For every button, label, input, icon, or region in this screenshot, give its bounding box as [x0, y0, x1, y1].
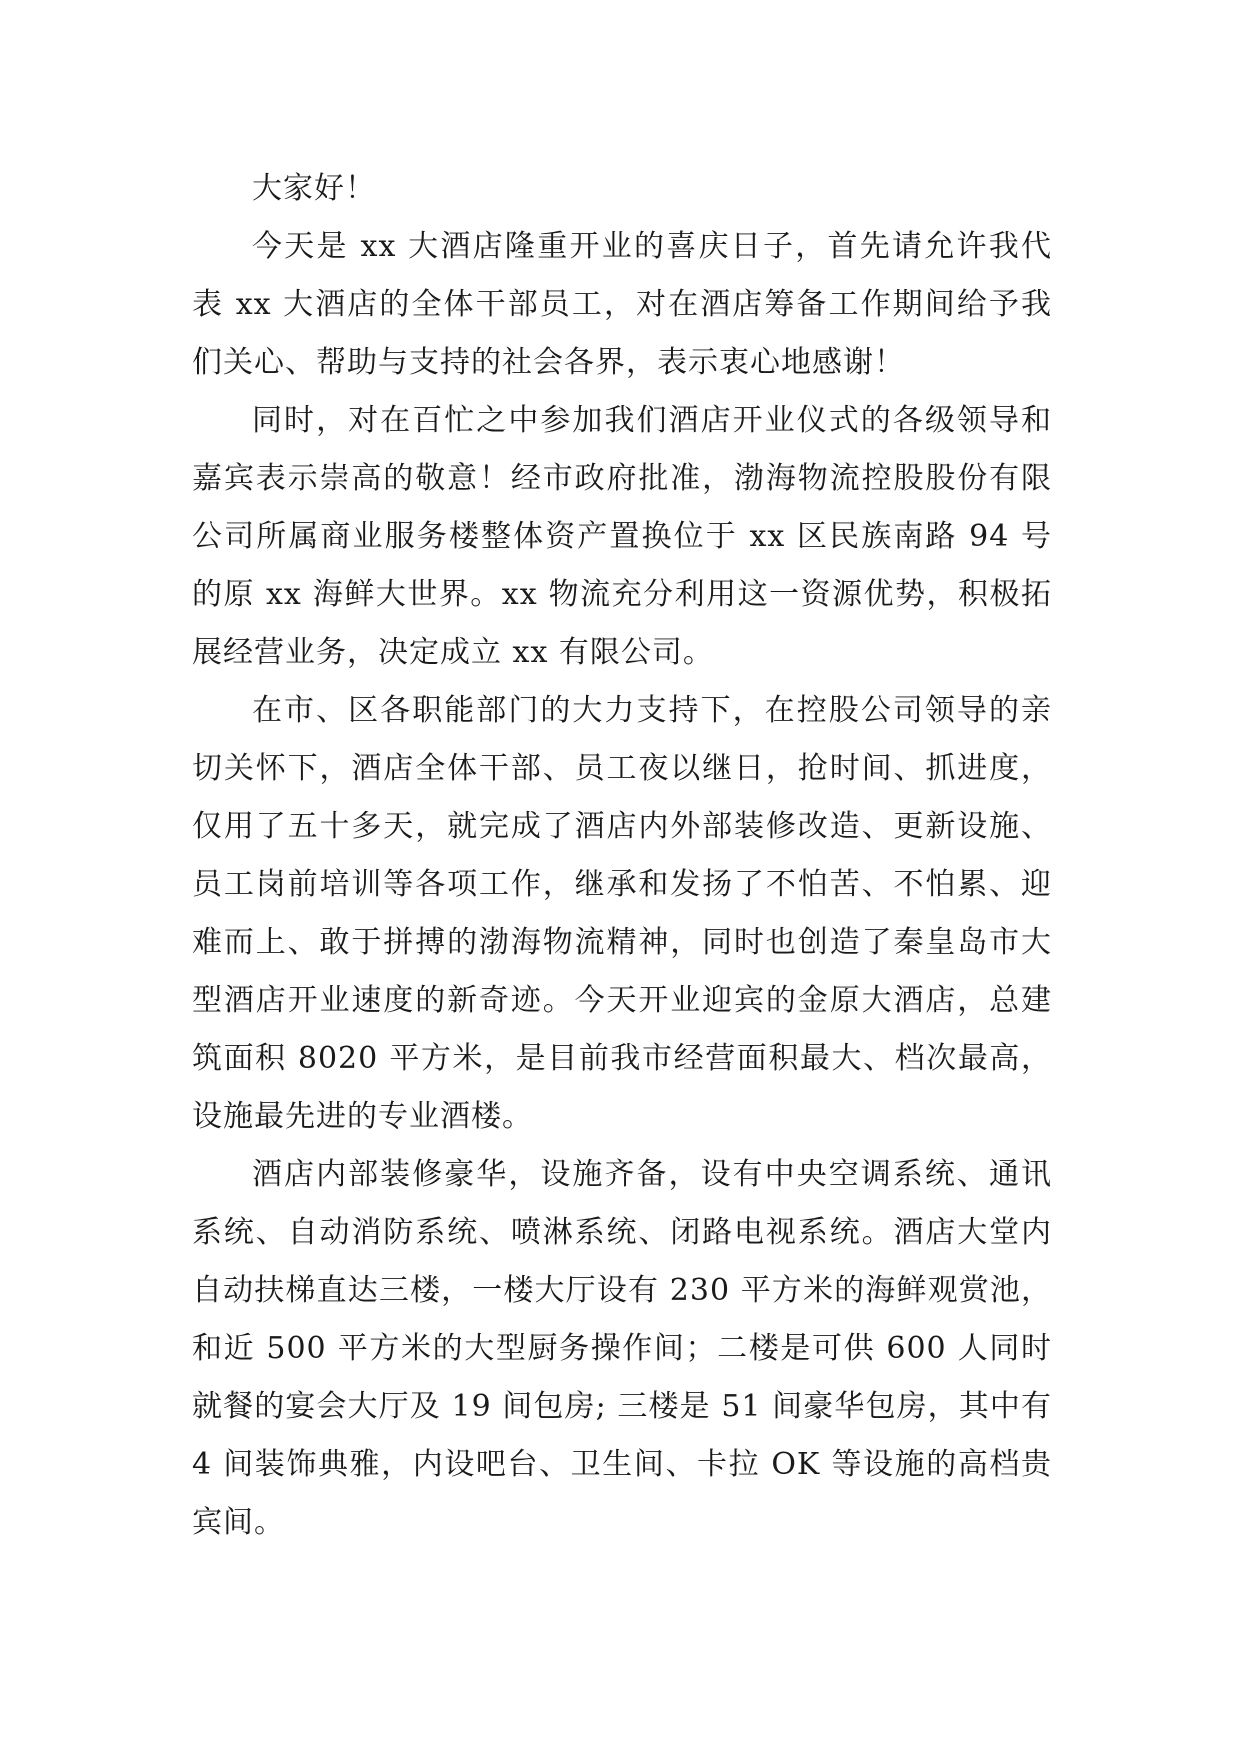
paragraph-facilities: 酒店内部装修豪华，设施齐备，设有中央空调系统、通讯系统、自动消防系统、喷淋系统、闭路电视系统。酒店大堂内自动扶梯直达三楼，一楼大厅设有 230 平方米的海鲜观赏池，和近 500 平方米的大型厨务操作间；二楼是可供 600 人同时就餐的宴会大厅及 19 间包房; 三楼是 51 间豪华包房，其中有 4 间装饰典雅，内设吧台、卫生间、卡拉 OK 等设施的高档贵宾间。	[192, 1157, 1052, 1540]
paragraph-construction: 在市、区各职能部门的大力支持下，在控股公司领导的亲切关怀下，酒店全体干部、员工夜以继日，抢时间、抓进度，仅用了五十多天，就完成了酒店内外部装修改造、更新设施、员工岗前培训等各项工作，继承和发扬了不怕苦、不怕累、迎难而上、敢于拼搏的渤海物流精神，同时也创造了秦皇岛市大型酒店开业速度的新奇迹。今天开业迎宾的金原大酒店，总建筑面积 8020 平方米，是目前我市经营面积最大、档次最高，设施最先进的专业酒楼。	[192, 693, 1052, 1134]
paragraph-greeting: 大家好！	[252, 171, 376, 206]
document-body	[192, 160, 1052, 1552]
paragraph-background: 同时，对在百忙之中参加我们酒店开业仪式的各级领导和嘉宾表示崇高的敬意！经市政府批准，渤海物流控股股份有限公司所属商业服务楼整体资产置换位于 xx 区民族南路 94 号的原 xx 海鲜大世界。xx 物流充分利用这一资源优势，积极拓展经营业务，决定成立 xx 有限公司。	[192, 403, 1052, 670]
paragraph-opening: 今天是 xx 大酒店隆重开业的喜庆日子，首先请允许我代表 xx 大酒店的全体干部员工，对在酒店筹备工作期间给予我们关心、帮助与支持的社会各界，表示衷心地感谢！	[192, 229, 1052, 380]
